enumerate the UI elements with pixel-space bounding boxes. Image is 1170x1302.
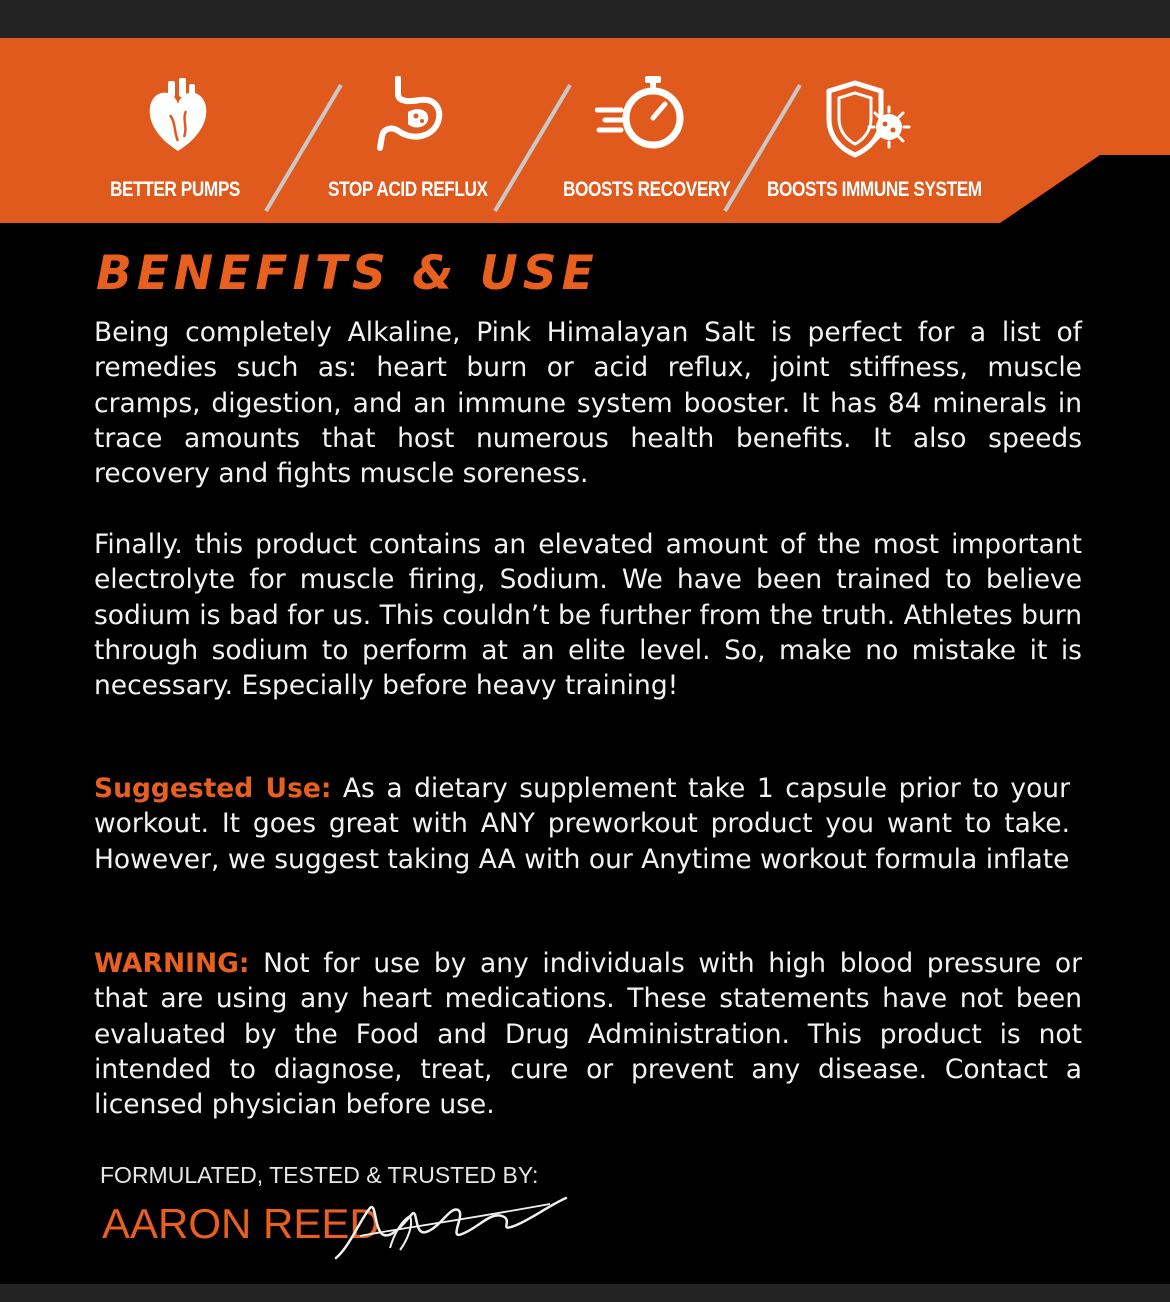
- suggested-use-text: As a dietary supplement take 1 capsule prior to your workout. It goes great with ANY preworkout product you want to take. However, we suggest taking AA with our Anytime workout formula inflate: [94, 773, 1070, 875]
- benefit-boosts-immune-system: [767, 38, 997, 223]
- signature-icon: [330, 1186, 570, 1266]
- warning-paragraph: [94, 946, 1082, 1122]
- warning-text: Not for use by any individuals with high blood pressure or that are using any heart medications. These statements have not been evaluated by the Food and Drug Administration. This product is not intended to diagnose, treat, cure or prevent any disease. Contact a licensed physician before use.: [94, 948, 1082, 1121]
- benefits-panel: [0, 38, 1170, 1284]
- heart-icon: [148, 75, 208, 155]
- suggested-use-paragraph: [94, 771, 1070, 877]
- credit-name: AARON REED: [102, 1200, 380, 1247]
- benefit-boosts-recovery: [563, 38, 733, 223]
- shield-virus-icon: [825, 79, 917, 159]
- benefit-label: BOOSTS RECOVERY: [563, 178, 731, 201]
- suggested-use-label: Suggested Use:: [94, 773, 332, 804]
- benefit-stop-acid-reflux: [328, 38, 498, 223]
- section-heading: BENEFITS & USE: [96, 246, 599, 301]
- benefits-banner: [0, 38, 1170, 223]
- benefit-better-pumps: [110, 38, 260, 223]
- credit-intro: FORMULATED, TESTED & TRUSTED BY:: [100, 1162, 539, 1188]
- benefit-label: BOOSTS IMMUNE SYSTEM: [767, 178, 982, 201]
- warning-label: WARNING:: [94, 948, 250, 979]
- benefit-label: BETTER PUMPS: [110, 178, 240, 201]
- stomach-icon: [370, 76, 446, 152]
- sodium-paragraph: Finally. this product contains an elevated amount of the most important electrolyte for muscle firing, Sodium. We have been trained to believe sodium is bad for us. This couldn’t be further from the truth. Athletes burn through sodium to perform at an elite level. So, make no mistake it is necessary. Especially before heavy training!: [94, 529, 1082, 702]
- intro-paragraph: Being completely Alkaline, Pink Himalayan Salt is perfect for a list of remedies such as: heart burn or acid reflux, joint stiffness, muscle cramps, digestion, and an immune system booster. It has 84 minerals in trace amounts that host numerous health benefits. It also speeds recovery and fights muscle soreness.: [94, 317, 1082, 490]
- stopwatch-icon: [595, 74, 691, 154]
- benefit-label: STOP ACID REFLUX: [328, 178, 488, 201]
